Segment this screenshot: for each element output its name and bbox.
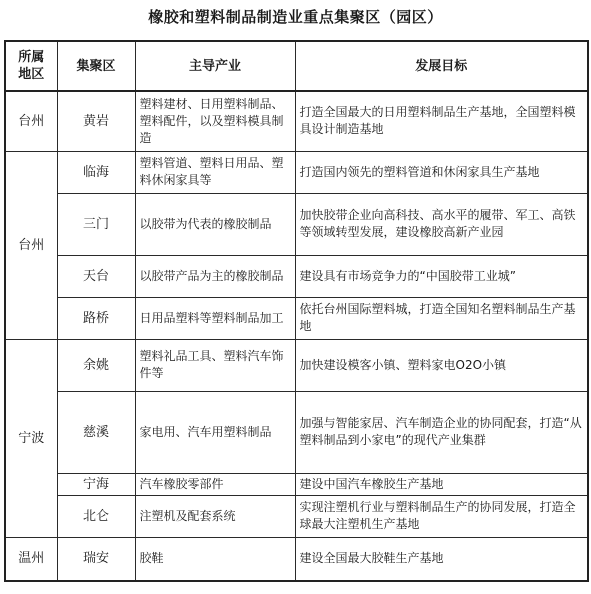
table-row bbox=[5, 473, 588, 495]
industry-cell: 胶鞋 bbox=[135, 537, 295, 581]
cluster-cell: 瑞安 bbox=[57, 537, 135, 581]
table-row bbox=[5, 391, 588, 473]
industry-cell: 汽车橡胶零部件 bbox=[135, 473, 295, 495]
region-cell: 宁波 bbox=[5, 339, 57, 537]
region-cell: 温州 bbox=[5, 537, 57, 581]
table-row bbox=[5, 537, 588, 581]
cluster-table bbox=[4, 40, 589, 582]
cluster-cell: 路桥 bbox=[57, 297, 135, 339]
region-cell: 台州 bbox=[5, 91, 57, 151]
table-row bbox=[5, 297, 588, 339]
table-row bbox=[5, 151, 588, 193]
page-title: 橡胶和塑料制品制造业重点集聚区（园区） bbox=[148, 8, 443, 26]
header-industry: 主导产业 bbox=[135, 41, 295, 91]
industry-cell: 塑料礼品工具、塑料汽车饰件等 bbox=[135, 339, 295, 391]
cluster-cell: 慈溪 bbox=[57, 391, 135, 473]
table-header-row bbox=[5, 41, 588, 91]
industry-cell: 日用品塑料等塑料制品加工 bbox=[135, 297, 295, 339]
goal-cell: 加快建设模客小镇、塑料家电O2O小镇 bbox=[295, 339, 588, 391]
cluster-cell: 余姚 bbox=[57, 339, 135, 391]
region-cell: 台州 bbox=[5, 151, 57, 339]
header-cluster: 集聚区 bbox=[57, 41, 135, 91]
cluster-cell: 宁海 bbox=[57, 473, 135, 495]
cluster-cell: 天台 bbox=[57, 255, 135, 297]
goal-cell: 建设中国汽车橡胶生产基地 bbox=[295, 473, 588, 495]
industry-cell: 以胶带产品为主的橡胶制品 bbox=[135, 255, 295, 297]
industry-cell: 注塑机及配套系统 bbox=[135, 495, 295, 537]
goal-cell: 打造全国最大的日用塑料制品生产基地，全国塑料模具设计制造基地 bbox=[295, 91, 588, 151]
table-row bbox=[5, 193, 588, 255]
industry-cell: 塑料管道、塑料日用品、塑料休闲家具等 bbox=[135, 151, 295, 193]
goal-cell: 加快胶带企业向高科技、高水平的履带、军工、高铁等领域转型发展，建设橡胶高新产业园 bbox=[295, 193, 588, 255]
goal-cell: 依托台州国际塑料城，打造全国知名塑料制品生产基地 bbox=[295, 297, 588, 339]
header-region: 所属 地区 bbox=[5, 41, 57, 91]
goal-cell: 实现注塑机行业与塑料制品生产的协同发展，打造全球最大注塑机生产基地 bbox=[295, 495, 588, 537]
cluster-cell: 北仑 bbox=[57, 495, 135, 537]
cluster-cell: 三门 bbox=[57, 193, 135, 255]
table-row bbox=[5, 91, 588, 151]
table-row bbox=[5, 339, 588, 391]
goal-cell: 加强与智能家居、汽车制造企业的协同配套，打造“从塑料制品到小家电”的现代产业集群 bbox=[295, 391, 588, 473]
cluster-cell: 临海 bbox=[57, 151, 135, 193]
header-goal: 发展目标 bbox=[295, 41, 588, 91]
cluster-cell: 黄岩 bbox=[57, 91, 135, 151]
goal-cell: 建设全国最大胶鞋生产基地 bbox=[295, 537, 588, 581]
table-row bbox=[5, 255, 588, 297]
goal-cell: 打造国内领先的塑料管道和休闲家具生产基地 bbox=[295, 151, 588, 193]
industry-cell: 以胶带为代表的橡胶制品 bbox=[135, 193, 295, 255]
table-row bbox=[5, 495, 588, 537]
industry-cell: 家电用、汽车用塑料制品 bbox=[135, 391, 295, 473]
goal-cell: 建设具有市场竞争力的“中国胶带工业城” bbox=[295, 255, 588, 297]
industry-cell: 塑料建材、日用塑料制品、塑料配件，以及塑料模具制造 bbox=[135, 91, 295, 151]
